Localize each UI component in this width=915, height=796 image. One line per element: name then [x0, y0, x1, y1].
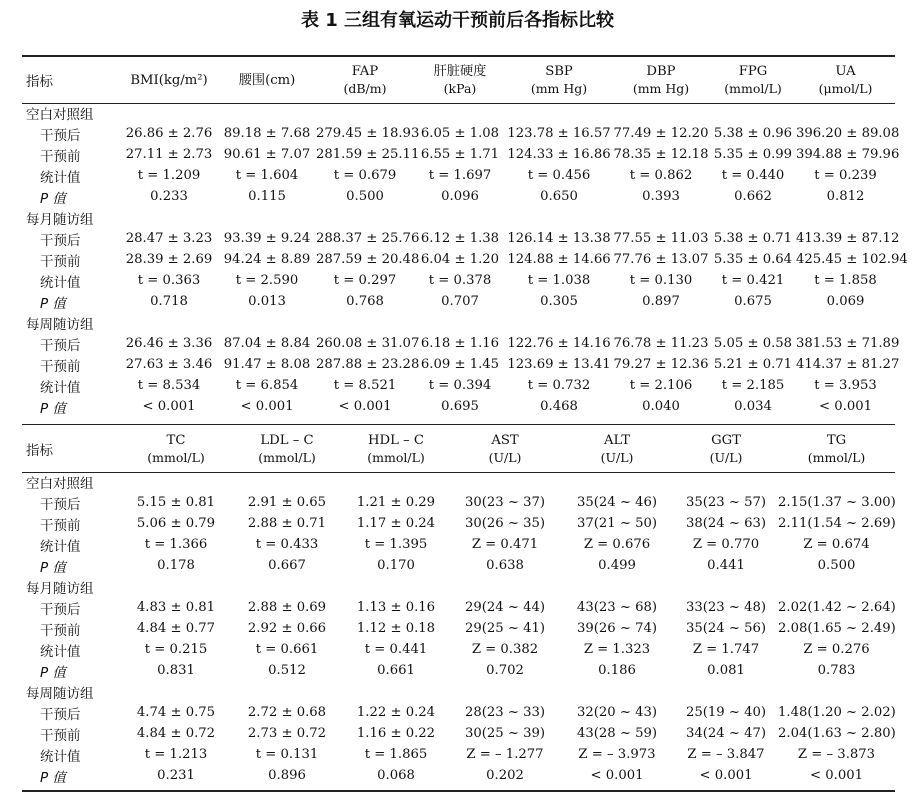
- table-cell: 2.15(1.37 ~ 3.00): [778, 495, 896, 510]
- table-cell: 0.500: [817, 558, 856, 573]
- column-header: [710, 58, 796, 102]
- row-label: P 值: [40, 190, 66, 207]
- table-cell: 287.59 ± 20.48: [316, 252, 420, 267]
- header-rule-2: [22, 472, 895, 473]
- row-label: P 值: [40, 769, 66, 786]
- column-name: HDL – C: [368, 433, 424, 448]
- table-cell: 87.04 ± 8.84: [223, 336, 311, 351]
- table-cell: 43(28 ~ 59): [576, 726, 658, 741]
- table-cell: 381.53 ± 71.89: [796, 336, 900, 351]
- column-name: BMI(kg/m²): [130, 72, 208, 88]
- column-name: DBP: [646, 64, 676, 79]
- table-cell: 260.08 ± 31.07: [316, 336, 420, 351]
- table-cell: t = 8.534: [137, 378, 201, 393]
- column-unit: (U/L): [488, 450, 522, 465]
- row-label: P 值: [40, 664, 66, 681]
- table-cell: 4.84 ± 0.77: [136, 621, 216, 636]
- table-cell: 1.48(1.20 ~ 2.02): [778, 705, 896, 720]
- row-label: 统计值: [40, 643, 81, 660]
- table-cell: 4.83 ± 0.81: [136, 600, 216, 615]
- table-cell: 30(26 ~ 35): [464, 516, 546, 531]
- table-cell: 5.38 ± 0.96: [713, 126, 793, 141]
- table-cell: 34(24 ~ 47): [685, 726, 767, 741]
- table-row: [22, 228, 895, 249]
- table-cell: 2.73 ± 0.72: [247, 726, 327, 741]
- column-header: [120, 427, 232, 471]
- table-row: [22, 186, 895, 207]
- table-cell: 6.04 ± 1.20: [420, 252, 500, 267]
- row-label: 干预后: [40, 706, 81, 723]
- column-name: 腰围(cm): [238, 72, 296, 88]
- group-row: [22, 576, 895, 597]
- table-cell: 425.45 ± 102.94: [796, 252, 908, 267]
- table-cell: 0.305: [540, 294, 578, 309]
- table-cell: < 0.001: [338, 399, 392, 414]
- column-unit: (mm Hg): [530, 81, 588, 96]
- column-name: 肝脏硬度: [433, 64, 487, 79]
- column-unit: (mmol/L): [258, 450, 316, 465]
- table-row: [22, 513, 895, 534]
- table-cell: t = 0.441: [364, 642, 428, 657]
- table-cell: < 0.001: [699, 768, 753, 783]
- header-rule-1: [22, 103, 895, 104]
- table-cell: 0.512: [268, 663, 306, 678]
- group-row: [22, 102, 895, 123]
- table-cell: 0.667: [268, 558, 306, 573]
- table-cell: 1.21 ± 0.29: [356, 495, 436, 510]
- row-label: 统计值: [40, 379, 81, 396]
- table-row: [22, 639, 895, 660]
- table-row: [22, 618, 895, 639]
- header-row: [22, 58, 895, 102]
- table-cell: 94.24 ± 8.89: [223, 252, 311, 267]
- table-cell: 0.034: [734, 399, 772, 414]
- row-label: 干预前: [40, 253, 81, 270]
- table-cell: 2.91 ± 0.65: [247, 495, 327, 510]
- table-cell: 38(24 ~ 63): [685, 516, 767, 531]
- table-cell: 0.069: [826, 294, 865, 309]
- table-cell: t = 1.395: [364, 537, 428, 552]
- group-name: 每周随访组: [26, 685, 94, 702]
- table-cell: t = 0.456: [527, 168, 591, 183]
- table-cell: t = 0.661: [255, 642, 319, 657]
- table-cell: 0.768: [346, 294, 384, 309]
- table-cell: t = 1.366: [144, 537, 208, 552]
- table-cell: 2.02(1.42 ~ 2.64): [778, 600, 896, 615]
- table-row: [22, 723, 895, 744]
- table-cell: t = 8.521: [333, 378, 397, 393]
- column-unit: (mm Hg): [632, 81, 690, 96]
- row-label: 干预后: [40, 232, 81, 249]
- table-row: [22, 555, 895, 576]
- table-cell: t = 0.394: [428, 378, 492, 393]
- table-cell: 79.27 ± 12.36: [613, 357, 709, 372]
- table-cell: 28(23 ~ 33): [464, 705, 546, 720]
- table-row: [22, 249, 895, 270]
- row-label: 统计值: [40, 169, 81, 186]
- table-cell: 2.08(1.65 ~ 2.49): [778, 621, 896, 636]
- column-name: FPG: [738, 64, 768, 79]
- table-cell: < 0.001: [590, 768, 644, 783]
- table-cell: 76.78 ± 11.23: [613, 336, 709, 351]
- table-cell: 0.812: [826, 189, 865, 204]
- table-cell: 413.39 ± 87.12: [796, 231, 900, 246]
- table-cell: t = 2.185: [721, 378, 785, 393]
- column-unit: (μmol/L): [818, 81, 873, 96]
- table-cell: 2.88 ± 0.71: [247, 516, 327, 531]
- table-cell: 1.13 ± 0.16: [356, 600, 436, 615]
- table-cell: Z = – 3.847: [687, 747, 765, 762]
- table-cell: 27.63 ± 3.46: [125, 357, 213, 372]
- table-cell: 30(23 ~ 37): [464, 495, 546, 510]
- table-cell: 6.05 ± 1.08: [420, 126, 500, 141]
- column-name: TG: [826, 433, 847, 448]
- table-cell: 281.59 ± 25.11: [316, 147, 420, 162]
- header-label: 指标: [26, 74, 53, 90]
- table-cell: 0.233: [150, 189, 188, 204]
- table-cell: 2.72 ± 0.68: [247, 705, 327, 720]
- table-cell: 2.11(1.54 ~ 2.69): [778, 516, 896, 531]
- table-row: [22, 291, 895, 312]
- row-label: P 值: [40, 295, 66, 312]
- column-unit: (mmol/L): [367, 450, 425, 465]
- table-cell: 0.068: [377, 768, 415, 783]
- column-header: [450, 427, 560, 471]
- column-name: TC: [166, 433, 186, 448]
- column-name: GGT: [711, 433, 741, 448]
- table-cell: 4.84 ± 0.72: [136, 726, 216, 741]
- header-row: [22, 427, 895, 471]
- table-cell: 43(23 ~ 68): [576, 600, 658, 615]
- table-title: 表 1 三组有氧运动干预前后各指标比较: [300, 10, 615, 31]
- table-row: [22, 396, 895, 417]
- bottom-rule: [22, 790, 895, 792]
- table-cell: t = 1.697: [428, 168, 492, 183]
- table-cell: 2.92 ± 0.66: [247, 621, 327, 636]
- table-cell: 28.47 ± 3.23: [125, 231, 213, 246]
- table-cell: t = 0.131: [255, 747, 319, 762]
- table-cell: 0.662: [734, 189, 772, 204]
- table-cell: 0.013: [248, 294, 286, 309]
- group-name: 空白对照组: [26, 106, 94, 123]
- table-cell: 0.231: [157, 768, 195, 783]
- table-row: [22, 492, 895, 513]
- column-header: [232, 427, 342, 471]
- table-cell: 0.695: [441, 399, 479, 414]
- table-cell: 78.35 ± 12.18: [613, 147, 709, 162]
- table-cell: 5.38 ± 0.71: [713, 231, 793, 246]
- indicator-table-1: [22, 58, 908, 417]
- column-header: [120, 58, 218, 102]
- column-name: UA: [835, 64, 856, 79]
- table-cell: 1.16 ± 0.22: [356, 726, 436, 741]
- table-cell: Z = 0.674: [803, 537, 870, 552]
- table-cell: 124.88 ± 14.66: [507, 252, 611, 267]
- table-cell: < 0.001: [142, 399, 196, 414]
- column-header: [778, 427, 895, 471]
- table-cell: t = 0.363: [137, 273, 201, 288]
- row-label: 干预后: [40, 496, 81, 513]
- table-row: [22, 744, 895, 765]
- table-cell: 126.14 ± 13.38: [507, 231, 611, 246]
- table-cell: 35(24 ~ 56): [685, 621, 767, 636]
- column-unit: (mmol/L): [147, 450, 205, 465]
- table-cell: t = 0.421: [721, 273, 785, 288]
- table-cell: t = 1.213: [144, 747, 208, 762]
- table-cell: 32(20 ~ 43): [576, 705, 658, 720]
- table-cell: < 0.001: [819, 399, 872, 414]
- column-unit: (U/L): [709, 450, 743, 465]
- column-unit: (mmol/L): [807, 450, 866, 465]
- group-name: 每周随访组: [26, 316, 94, 333]
- table-cell: t = 1.038: [527, 273, 591, 288]
- group-row: [22, 681, 895, 702]
- table-cell: Z = – 3.873: [797, 747, 876, 762]
- table-cell: t = 0.732: [527, 378, 591, 393]
- row-label: 干预前: [40, 622, 81, 639]
- table-cell: 90.61 ± 7.07: [223, 147, 311, 162]
- table-row: [22, 165, 895, 186]
- table-cell: 35(23 ~ 57): [685, 495, 767, 510]
- table-row: [22, 144, 895, 165]
- row-label: 干预前: [40, 358, 81, 375]
- table-cell: 0.170: [377, 558, 415, 573]
- table-cell: t = 0.433: [255, 537, 319, 552]
- table-cell: 0.499: [598, 558, 636, 573]
- table-cell: Z = 0.676: [583, 537, 651, 552]
- table-cell: 29(25 ~ 41): [464, 621, 546, 636]
- table-cell: 89.18 ± 7.68: [223, 126, 311, 141]
- table-cell: t = 0.297: [333, 273, 397, 288]
- table-cell: 0.186: [598, 663, 636, 678]
- header-label: 指标: [26, 443, 53, 459]
- group-name: 每月随访组: [26, 211, 94, 228]
- table-cell: t = 1.865: [364, 747, 428, 762]
- column-unit: (mmol/L): [724, 81, 782, 96]
- group-name: 每月随访组: [26, 580, 94, 597]
- table-row: [22, 660, 895, 681]
- table-cell: 28.39 ± 2.69: [125, 252, 213, 267]
- column-name: FAP: [351, 64, 379, 79]
- row-label: 干预前: [40, 517, 81, 534]
- table-cell: 0.393: [642, 189, 680, 204]
- column-name: AST: [491, 433, 519, 448]
- table-cell: 5.06 ± 0.79: [136, 516, 216, 531]
- table-row: [22, 354, 895, 375]
- table-cell: t = 1.604: [235, 168, 299, 183]
- table-cell: 0.783: [817, 663, 856, 678]
- table-cell: 25(19 ~ 40): [685, 705, 767, 720]
- table-cell: t = 0.239: [814, 168, 877, 183]
- column-unit: (U/L): [600, 450, 634, 465]
- table-cell: 93.39 ± 9.24: [223, 231, 311, 246]
- table-cell: 77.49 ± 12.20: [613, 126, 709, 141]
- table-cell: 33(23 ~ 48): [685, 600, 767, 615]
- table-cell: t = 1.858: [814, 273, 877, 288]
- table-cell: 0.081: [707, 663, 745, 678]
- column-unit: (kPa): [443, 81, 477, 96]
- table-cell: t = 0.679: [333, 168, 397, 183]
- table-cell: t = 0.215: [144, 642, 208, 657]
- table-cell: 0.650: [540, 189, 578, 204]
- table-cell: 0.831: [157, 663, 195, 678]
- column-header: [316, 58, 414, 102]
- column-header: [506, 58, 612, 102]
- table-cell: 0.500: [346, 189, 384, 204]
- table-cell: 37(21 ~ 50): [576, 516, 658, 531]
- table-cell: 77.76 ± 13.07: [613, 252, 709, 267]
- table-row: [22, 597, 895, 618]
- table-cell: < 0.001: [810, 768, 863, 783]
- table-cell: 6.12 ± 1.38: [420, 231, 500, 246]
- table-cell: 27.11 ± 2.73: [125, 147, 213, 162]
- table-cell: 0.661: [377, 663, 415, 678]
- table-cell: 0.115: [248, 189, 286, 204]
- row-label: 干预前: [40, 727, 81, 744]
- group-row: [22, 471, 895, 492]
- table-cell: 0.897: [642, 294, 680, 309]
- table-cell: 123.78 ± 16.57: [507, 126, 611, 141]
- group-row: [22, 207, 895, 228]
- table-row: [22, 333, 895, 354]
- table-row: [22, 765, 895, 786]
- column-name: ALT: [603, 433, 630, 448]
- table-row: [22, 123, 895, 144]
- table-cell: t = 0.378: [428, 273, 492, 288]
- table-cell: 29(24 ~ 44): [464, 600, 546, 615]
- column-header: [414, 58, 506, 102]
- table-cell: 0.178: [157, 558, 195, 573]
- column-unit: (dB/m): [343, 81, 387, 96]
- table-cell: 287.88 ± 23.28: [316, 357, 420, 372]
- row-label: 干预前: [40, 148, 81, 165]
- column-name: SBP: [545, 64, 573, 79]
- table-cell: 2.88 ± 0.69: [247, 600, 327, 615]
- table-cell: 0.702: [486, 663, 524, 678]
- table-cell: 6.55 ± 1.71: [420, 147, 500, 162]
- row-label: P 值: [40, 559, 66, 576]
- table-cell: 30(25 ~ 39): [464, 726, 546, 741]
- table-cell: < 0.001: [240, 399, 294, 414]
- table-cell: 6.18 ± 1.16: [420, 336, 500, 351]
- group-row: [22, 312, 895, 333]
- table-cell: Z = 0.382: [471, 642, 539, 657]
- table-row: [22, 270, 895, 291]
- table-cell: 4.74 ± 0.75: [136, 705, 216, 720]
- table-cell: 394.88 ± 79.96: [796, 147, 900, 162]
- table-cell: t = 3.953: [814, 378, 877, 393]
- column-header: [560, 427, 674, 471]
- table-cell: t = 0.440: [721, 168, 785, 183]
- column-header: [796, 58, 895, 102]
- table-cell: 5.35 ± 0.99: [713, 147, 793, 162]
- table-cell: 77.55 ± 11.03: [613, 231, 709, 246]
- table-cell: t = 0.130: [629, 273, 693, 288]
- table-cell: 91.47 ± 8.08: [223, 357, 311, 372]
- table-cell: t = 0.862: [629, 168, 693, 183]
- row-label: 统计值: [40, 274, 81, 291]
- column-name: LDL – C: [260, 433, 314, 448]
- table-cell: 0.675: [734, 294, 772, 309]
- group-name: 空白对照组: [26, 475, 94, 492]
- table-cell: 6.09 ± 1.45: [420, 357, 500, 372]
- table-cell: 0.202: [486, 768, 524, 783]
- table-cell: 0.096: [441, 189, 479, 204]
- table-cell: 26.46 ± 3.36: [125, 336, 213, 351]
- table-cell: 1.12 ± 0.18: [356, 621, 436, 636]
- table-cell: 5.05 ± 0.58: [713, 336, 793, 351]
- table-cell: 0.707: [441, 294, 479, 309]
- column-header: [612, 58, 710, 102]
- row-label: P 值: [40, 400, 66, 417]
- table-cell: 1.17 ± 0.24: [356, 516, 436, 531]
- table-cell: Z = 1.323: [583, 642, 651, 657]
- table-cell: 288.37 ± 25.76: [316, 231, 420, 246]
- row-label: 干预后: [40, 601, 81, 618]
- table-cell: 122.76 ± 14.16: [507, 336, 611, 351]
- table-cell: 39(26 ~ 74): [576, 621, 658, 636]
- table-row: [22, 375, 895, 396]
- column-header: [674, 427, 778, 471]
- row-label: 干预后: [40, 337, 81, 354]
- table-cell: 5.15 ± 0.81: [136, 495, 216, 510]
- row-label: 统计值: [40, 748, 81, 765]
- row-label: 干预后: [40, 127, 81, 144]
- table-cell: 35(24 ~ 46): [576, 495, 658, 510]
- table-cell: 5.35 ± 0.64: [713, 252, 793, 267]
- table-cell: Z = 0.770: [692, 537, 760, 552]
- top-rule-1: [22, 55, 895, 57]
- table-cell: Z = 0.471: [471, 537, 539, 552]
- table-row: [22, 534, 895, 555]
- table-cell: 0.441: [707, 558, 745, 573]
- table-cell: 1.22 ± 0.24: [356, 705, 436, 720]
- table-cell: 5.21 ± 0.71: [713, 357, 793, 372]
- table-cell: 2.04(1.63 ~ 2.80): [778, 726, 896, 741]
- table-cell: 0.896: [268, 768, 306, 783]
- table-cell: 0.638: [486, 558, 524, 573]
- table-cell: 396.20 ± 89.08: [796, 126, 900, 141]
- table-cell: 414.37 ± 81.27: [796, 357, 900, 372]
- column-header: [342, 427, 450, 471]
- column-header: [218, 58, 316, 102]
- table-cell: 26.86 ± 2.76: [125, 126, 213, 141]
- table-row: [22, 702, 895, 723]
- table-cell: Z = 0.276: [803, 642, 870, 657]
- table-cell: t = 2.590: [235, 273, 299, 288]
- table-cell: t = 2.106: [629, 378, 693, 393]
- table-cell: t = 1.209: [137, 168, 201, 183]
- separator-rule: [22, 424, 895, 425]
- row-label: 统计值: [40, 538, 81, 555]
- table-cell: t = 6.854: [235, 378, 299, 393]
- table-cell: 123.69 ± 13.41: [507, 357, 611, 372]
- table-cell: Z = – 1.277: [466, 747, 544, 762]
- indicator-table-2: [22, 427, 895, 786]
- table-cell: 0.718: [150, 294, 188, 309]
- table-cell: 124.33 ± 16.86: [507, 147, 611, 162]
- table-cell: Z = – 3.973: [578, 747, 656, 762]
- table-cell: 0.040: [642, 399, 680, 414]
- table-cell: 0.468: [540, 399, 578, 414]
- table-cell: 279.45 ± 18.93: [316, 126, 420, 141]
- table-cell: Z = 1.747: [692, 642, 760, 657]
